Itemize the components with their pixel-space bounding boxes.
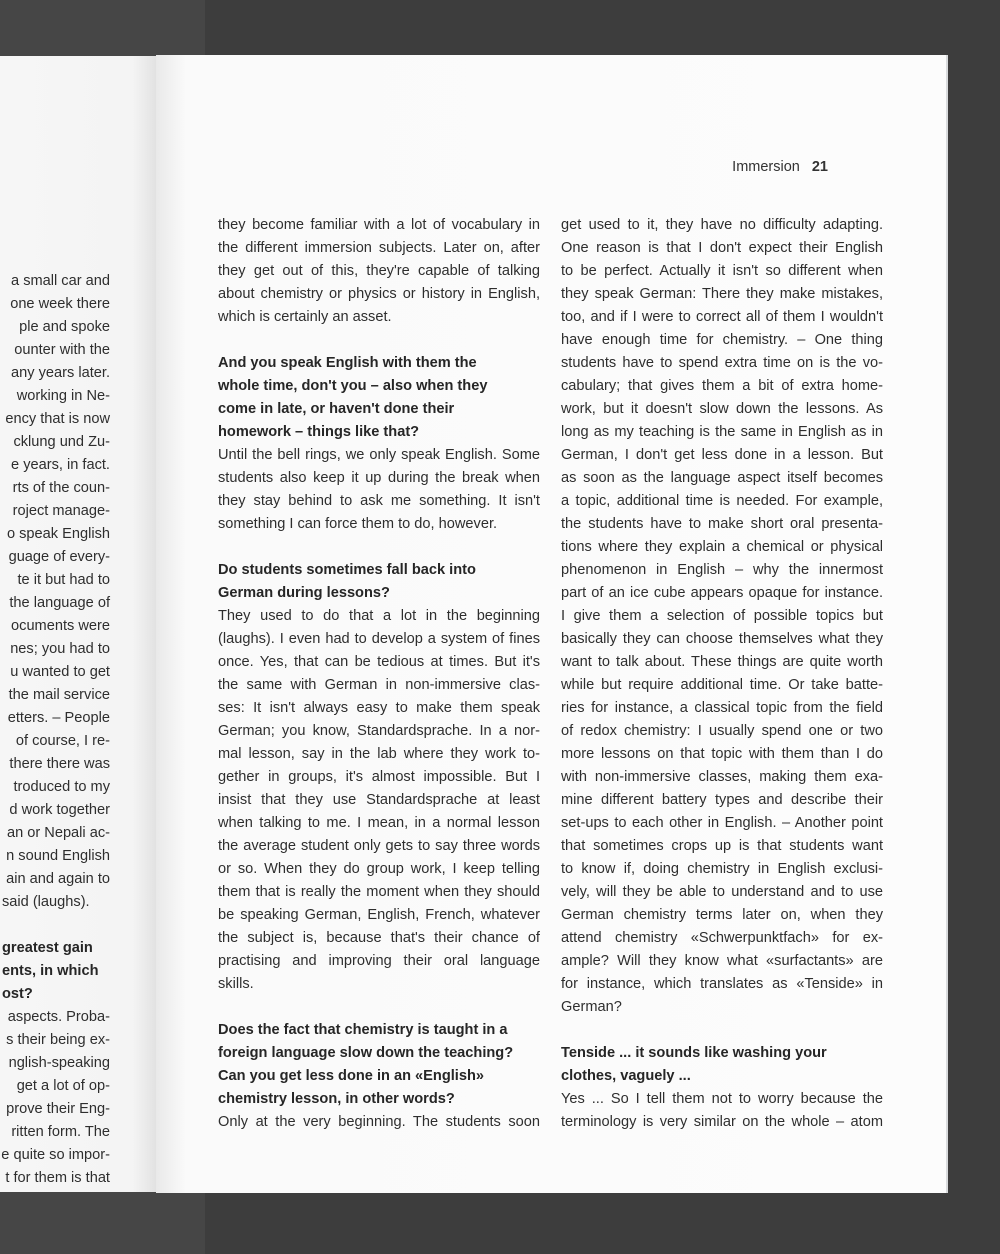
- text-line: the students have to make short oral presenta-: [561, 516, 883, 532]
- text-line: rts of the coun-: [12, 480, 110, 496]
- question-line: clothes, vaguely ...: [561, 1068, 691, 1084]
- text-line: o speak English: [6, 526, 110, 542]
- text-line: have enough time for chemistry. – One thing: [561, 332, 883, 348]
- middle-text-column: [218, 214, 540, 1134]
- text-line: e quite so impor-: [1, 1147, 110, 1163]
- text-line: mine different battery types and describe their: [561, 792, 883, 808]
- text-line: long as my teaching is the same in English as in: [561, 424, 883, 440]
- text-line: said (laughs).: [2, 894, 90, 910]
- text-line: they become familiar with a lot of vocabulary in: [218, 217, 540, 233]
- text-line: the language of: [9, 595, 110, 611]
- text-line: working in Ne-: [16, 388, 110, 404]
- text-line: cabulary; that gives them a bit of extra home-: [561, 378, 883, 394]
- text-line: ample? Will they know what «surfactants» are: [561, 953, 883, 969]
- text-line: about chemistry or physics or history in English,: [218, 286, 540, 302]
- text-line: cklung und Zu-: [13, 434, 110, 450]
- text-line: one week there: [10, 296, 110, 312]
- text-line: aspects. Proba-: [7, 1009, 110, 1025]
- text-line: get a lot of op-: [16, 1078, 110, 1094]
- text-line: One reason is that I don't expect their English: [561, 240, 883, 256]
- text-line: Yes ... So I tell them not to worry because the: [561, 1091, 883, 1107]
- text-line: work, but it doesn't slow down the lessons. As: [561, 401, 883, 417]
- text-line: insist that they use Standardsprache at least: [218, 792, 540, 808]
- section-title: Immersion: [732, 159, 800, 175]
- text-line: they stay behind to ask me something. It isn't: [218, 493, 540, 509]
- text-line: ain and again to: [6, 871, 110, 887]
- text-line: ritten form. The: [11, 1124, 110, 1140]
- text-line: They used to do that a lot in the beginning: [218, 608, 540, 624]
- text-line: ses: It isn't always easy to make them speak: [218, 700, 540, 716]
- text-line: d work together: [9, 802, 110, 818]
- text-line: n sound English: [6, 848, 110, 864]
- question-line: greatest gain: [2, 940, 93, 956]
- text-line: ency that is now: [5, 411, 110, 427]
- text-line: skills.: [218, 976, 254, 992]
- text-line: to know if, doing chemistry in English exclusi-: [561, 861, 883, 877]
- text-line: more lessons on that topic with them than I do: [561, 746, 883, 762]
- question-line: German during lessons?: [218, 585, 390, 601]
- question-line: ost?: [2, 986, 33, 1002]
- text-line: want to talk about. These things are quite worth: [561, 654, 883, 670]
- text-line: ple and spoke: [19, 319, 110, 335]
- text-line: students have to spend extra time on is the vo-: [561, 355, 883, 371]
- text-line: tions where they explain a chemical or physical: [561, 539, 883, 555]
- text-line: there there was: [9, 756, 110, 772]
- text-line: a small car and: [11, 273, 110, 289]
- question-line: homework – things like that?: [218, 424, 420, 440]
- text-line: Until the bell rings, we only speak English. Some: [218, 447, 540, 463]
- text-line: ries for instance, a classical topic from the field: [561, 700, 883, 716]
- text-line: prove their Eng-: [6, 1101, 110, 1117]
- text-line: u wanted to get: [10, 664, 110, 680]
- question-line: Can you get less done in an «English»: [218, 1068, 484, 1084]
- text-line: nglish-speaking: [8, 1055, 110, 1071]
- text-line: them that is really the moment when they should: [218, 884, 540, 900]
- text-line: something I can force them to do, however.: [218, 516, 498, 532]
- blank-line: [561, 1019, 883, 1042]
- question-line: Do students sometimes fall back into: [218, 562, 476, 578]
- text-line: German?: [561, 999, 622, 1015]
- text-line: basically they can choose themselves what they: [561, 631, 883, 647]
- text-line: any years later.: [11, 365, 110, 381]
- text-line: te it but had to: [17, 572, 110, 588]
- text-line: ocuments were: [11, 618, 110, 634]
- text-line: I give them a selection of possible topics but: [561, 608, 883, 624]
- blank-line: [218, 996, 540, 1019]
- text-line: German; you know, Standardsprache. In a nor-: [218, 723, 540, 739]
- text-line: Only at the very beginning. The students soon: [218, 1114, 540, 1130]
- blank-line: [0, 914, 110, 937]
- page-number: 21: [811, 159, 828, 175]
- blank-line: [218, 329, 540, 352]
- text-line: (laughs). I even had to develop a system of fines: [218, 631, 540, 647]
- text-line: as soon as the language aspect itself becomes: [561, 470, 883, 486]
- text-line: a topic, additional time is needed. For example,: [561, 493, 883, 509]
- text-line: the different immersion subjects. Later on, after: [218, 240, 540, 256]
- text-line: roject manage-: [12, 503, 110, 519]
- text-line: e years, in fact.: [11, 457, 110, 473]
- text-line: practising and improving their oral language: [218, 953, 540, 969]
- text-line: ounter with the: [14, 342, 110, 358]
- text-line: terminology is very similar on the whole – atom: [561, 1114, 883, 1130]
- text-line: gether in groups, it's almost impossible. But I: [218, 769, 540, 785]
- text-line: when talking to me. I mean, in a normal lesson: [218, 815, 540, 831]
- text-line: for instance, which translates as «Tenside» in: [561, 976, 883, 992]
- text-line: they get out of this, they're capable of talking: [218, 263, 540, 279]
- text-line: be speaking German, English, French, whatever: [218, 907, 540, 923]
- text-line: phenomenon in English – why the innermost: [561, 562, 883, 578]
- blank-line: [218, 536, 540, 559]
- text-line: of redox chemistry: I usually spend one or two: [561, 723, 883, 739]
- text-line: part of an ice cube appears opaque for instance.: [561, 585, 883, 601]
- text-line: t for them is that: [5, 1170, 110, 1186]
- text-line: students also keep it up during the break when: [218, 470, 540, 486]
- text-line: s their being ex-: [6, 1032, 110, 1048]
- question-line: whole time, don't you – also when they: [218, 378, 488, 394]
- text-line: once. Yes, that can be tedious at times. But it's: [218, 654, 540, 670]
- text-line: mal lesson, say in the lab where they work to-: [218, 746, 540, 762]
- text-line: that sometimes crops up is that students want: [561, 838, 883, 854]
- text-line: or so. When they do group work, I keep telling: [218, 861, 540, 877]
- text-line: set-ups to each other in English. – Another point: [561, 815, 883, 831]
- question-line: Tenside ... it sounds like washing your: [561, 1045, 827, 1061]
- left-page: [0, 56, 156, 1192]
- question-line: foreign language slow down the teaching?: [218, 1045, 514, 1061]
- text-line: which is certainly an asset.: [218, 309, 392, 325]
- text-line: the mail service: [8, 687, 110, 703]
- text-line: too, and if I were to correct all of them I wouldn't: [561, 309, 883, 325]
- text-line: vely, will they be able to understand and to use: [561, 884, 883, 900]
- text-line: the same with German in non-immersive clas-: [218, 677, 540, 693]
- text-line: German, I don't get less done in a lesson. But: [561, 447, 883, 463]
- text-line: while but require additional time. Or take batte-: [561, 677, 883, 693]
- text-line: the average student only gets to say three words: [218, 838, 540, 854]
- text-line: the subject is, because that's their chance of: [218, 930, 540, 946]
- text-line: with non-immersive classes, making them exa-: [561, 769, 883, 785]
- text-line: troduced to my: [13, 779, 110, 795]
- right-text-column: [561, 214, 883, 1134]
- text-line: of course, I re-: [15, 733, 110, 749]
- left-page-text-column: [0, 270, 110, 1190]
- running-header: [732, 159, 828, 175]
- question-line: Does the fact that chemistry is taught in a: [218, 1022, 508, 1038]
- text-line: guage of every-: [8, 549, 110, 565]
- text-line: attend chemistry «Schwerpunktfach» for ex-: [561, 930, 883, 946]
- question-line: chemistry lesson, in other words?: [218, 1091, 455, 1107]
- question-line: And you speak English with them the: [218, 355, 477, 371]
- text-line: an or Nepali ac-: [6, 825, 110, 841]
- text-line: German chemistry terms later on, when they: [561, 907, 883, 923]
- question-line: ents, in which: [2, 963, 99, 979]
- text-line: etters. – People: [7, 710, 110, 726]
- text-line: to be perfect. Actually it isn't so different when: [561, 263, 883, 279]
- text-line: get used to it, they have no difficulty adapting.: [561, 217, 883, 233]
- text-line: nes; you had to: [10, 641, 110, 657]
- text-line: they speak German: There they make mistakes,: [561, 286, 883, 302]
- question-line: come in late, or haven't done their: [218, 401, 455, 417]
